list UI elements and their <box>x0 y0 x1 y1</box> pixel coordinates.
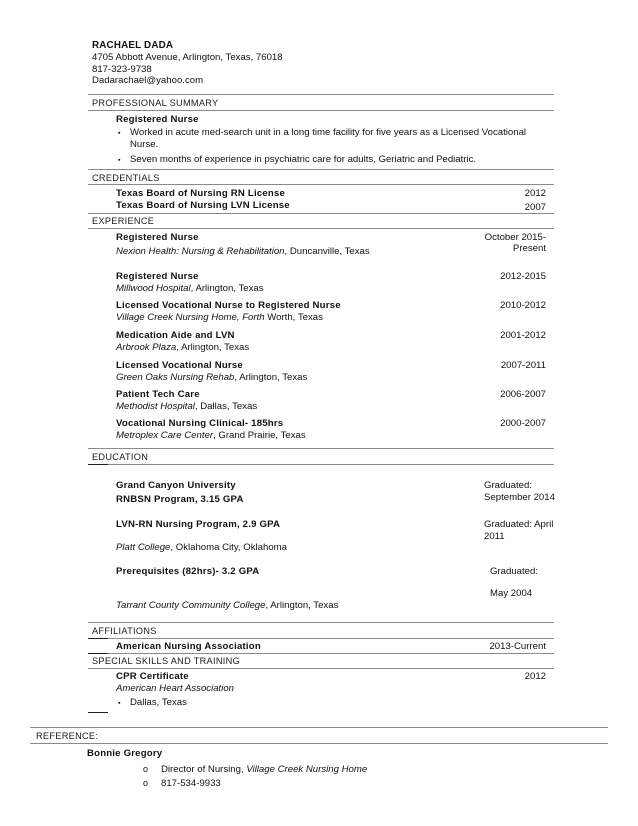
divider-skills-end-stub <box>88 712 108 713</box>
credential-name: Texas Board of Nursing RN License <box>116 188 286 199</box>
education-school: Grand Canyon University <box>116 480 236 491</box>
job-employer-line <box>116 372 307 384</box>
divider-summary-bottom <box>88 110 554 111</box>
education-grad-date-cont: 2011 <box>484 531 505 542</box>
divider-education-stub <box>88 464 108 465</box>
divider-experience <box>88 213 554 214</box>
job-date: 2007-2011 <box>500 360 546 371</box>
affiliation-date: 2013-Current <box>489 641 546 652</box>
job-employer-line <box>116 401 257 413</box>
divider-affiliations <box>88 622 554 623</box>
job-employer: Metroplex Care Center <box>116 430 214 441</box>
education-program: LVN-RN Nursing Program, 2.9 GPA <box>116 519 281 530</box>
job-location: , Arlington, Texas <box>190 283 264 294</box>
credential-name: Texas Board of Nursing LVN License <box>116 200 290 211</box>
section-heading-education: EDUCATION <box>92 452 149 462</box>
education-program: Prerequisites (82hrs)- 3.2 GPA <box>116 566 260 577</box>
education-school-line <box>116 542 287 554</box>
education-program: RNBSN Program, 3.15 GPA <box>116 494 244 505</box>
education-grad-date: Graduated: <box>490 566 539 577</box>
job-date: 2006-2007 <box>500 389 546 400</box>
summary-bullet-2: Seven months of experience in psychiatric care for adults, Geriatric and Pediatric. <box>130 154 477 165</box>
affiliation-name: American Nursing Association <box>116 641 261 652</box>
applicant-address: 4705 Abbott Avenue, Arlington, Texas, 76018 <box>92 52 283 63</box>
bullet-icon: ▪ <box>118 157 121 164</box>
job-location: , Duncanville, Texas <box>284 246 370 257</box>
section-heading-summary: PROFESSIONAL SUMMARY <box>92 98 219 108</box>
divider-skills-stub <box>88 653 108 654</box>
job-location: , Dallas, Texas <box>194 401 258 412</box>
job-location: Worth, Texas <box>264 312 323 323</box>
job-date: 2010-2012 <box>500 300 546 311</box>
divider-affiliations-bottom <box>108 638 554 639</box>
job-title: Medication Aide and LVN <box>116 330 235 341</box>
job-employer-line <box>116 283 264 295</box>
job-employer-line <box>116 342 249 354</box>
job-location: , Grand Prairie, Texas <box>213 430 306 441</box>
job-date: 2000-2007 <box>500 418 546 429</box>
education-school-location: , Arlington, Texas <box>265 600 339 611</box>
divider-credentials <box>88 169 554 170</box>
education-school: Platt College <box>116 542 171 553</box>
applicant-name: RACHAEL DADA <box>92 40 174 51</box>
circle-bullet-icon: o <box>143 764 149 774</box>
education-grad-date: Graduated: April <box>484 519 554 530</box>
credential-year: 2012 <box>524 188 546 199</box>
job-title: Registered Nurse <box>116 232 199 243</box>
summary-bullet-1: Worked in acute med-search unit in a long time facility for five years as a Licensed Vocational <box>130 127 527 138</box>
education-grad-date-cont: September 2014 <box>484 492 555 503</box>
skill-location: Dallas, Texas <box>130 697 187 708</box>
reference-name: Bonnie Gregory <box>87 748 163 759</box>
skill-org: American Heart Association <box>116 683 235 694</box>
skill-cert: CPR Certificate <box>116 671 189 682</box>
summary-title: Registered Nurse <box>116 114 199 125</box>
divider-reference <box>30 727 608 728</box>
credential-year: 2007 <box>524 202 546 213</box>
job-title: Licensed Vocational Nurse to Registered Nurse <box>116 300 341 311</box>
job-location: , Arlington, Texas <box>176 342 250 353</box>
job-date-cont: Present <box>512 243 546 254</box>
bullet-icon: ▪ <box>118 130 121 137</box>
divider-reference-bottom <box>30 743 608 744</box>
divider-skills-bottom <box>88 668 554 669</box>
section-heading-affiliations: AFFILIATIONS <box>92 626 157 636</box>
job-employer: Millwood Hospital <box>116 283 191 294</box>
section-heading-credentials: CREDENTIALS <box>92 173 160 183</box>
education-school-line <box>116 600 338 612</box>
job-title: Registered Nurse <box>116 271 199 282</box>
job-date: October 2015- <box>484 232 546 243</box>
job-employer-line <box>116 430 306 442</box>
education-school: Tarrant County Community College <box>116 600 266 611</box>
reference-workplace: Village Creek Nursing Home <box>246 764 368 775</box>
divider-education-bottom <box>108 464 554 465</box>
circle-bullet-icon: o <box>143 778 149 788</box>
job-employer: Arbrook Plaza <box>116 342 177 353</box>
divider-affiliations-stub <box>88 638 108 639</box>
job-title: Patient Tech Care <box>116 389 200 400</box>
reference-role: Director of Nursing, <box>161 764 247 775</box>
education-school-location: , Oklahoma City, Oklahoma <box>170 542 287 553</box>
summary-bullet-1-cont: Nurse. <box>130 139 159 150</box>
divider-education <box>88 448 554 449</box>
section-heading-reference: REFERENCE: <box>36 731 99 741</box>
job-title: Vocational Nursing Clinical- 185hrs <box>116 418 284 429</box>
education-grad-date-cont: May 2004 <box>490 588 533 599</box>
section-heading-experience: EXPERIENCE <box>92 216 155 226</box>
education-grad-date: Graduated: <box>484 480 533 491</box>
applicant-phone: 817-323-9738 <box>92 64 152 75</box>
divider-skills <box>108 653 554 654</box>
job-location: , Arlington, Texas <box>234 372 308 383</box>
applicant-email: Dadarachael@yahoo.com <box>92 75 204 86</box>
job-employer: Green Oaks Nursing Rehab <box>116 372 235 383</box>
job-date: 2012-2015 <box>500 271 546 282</box>
section-heading-skills: SPECIAL SKILLS AND TRAINING <box>92 656 241 666</box>
job-employer-line <box>116 246 370 258</box>
job-employer: Methodist Hospital <box>116 401 195 412</box>
job-employer: Nexion Health: Nursing & Rehabilitation <box>116 246 285 257</box>
divider-experience-bottom <box>88 228 554 229</box>
reference-phone: 817-534-9933 <box>161 778 221 789</box>
divider-summary <box>88 94 554 95</box>
skill-year: 2012 <box>524 671 546 682</box>
job-employer-line <box>116 312 323 324</box>
job-date: 2001-2012 <box>500 330 546 341</box>
bullet-icon: ▪ <box>118 700 121 707</box>
reference-role-line <box>161 764 367 776</box>
job-title: Licensed Vocational Nurse <box>116 360 243 371</box>
divider-credentials-bottom <box>88 184 554 185</box>
job-employer: Village Creek Nursing Home, Forth <box>116 312 265 323</box>
